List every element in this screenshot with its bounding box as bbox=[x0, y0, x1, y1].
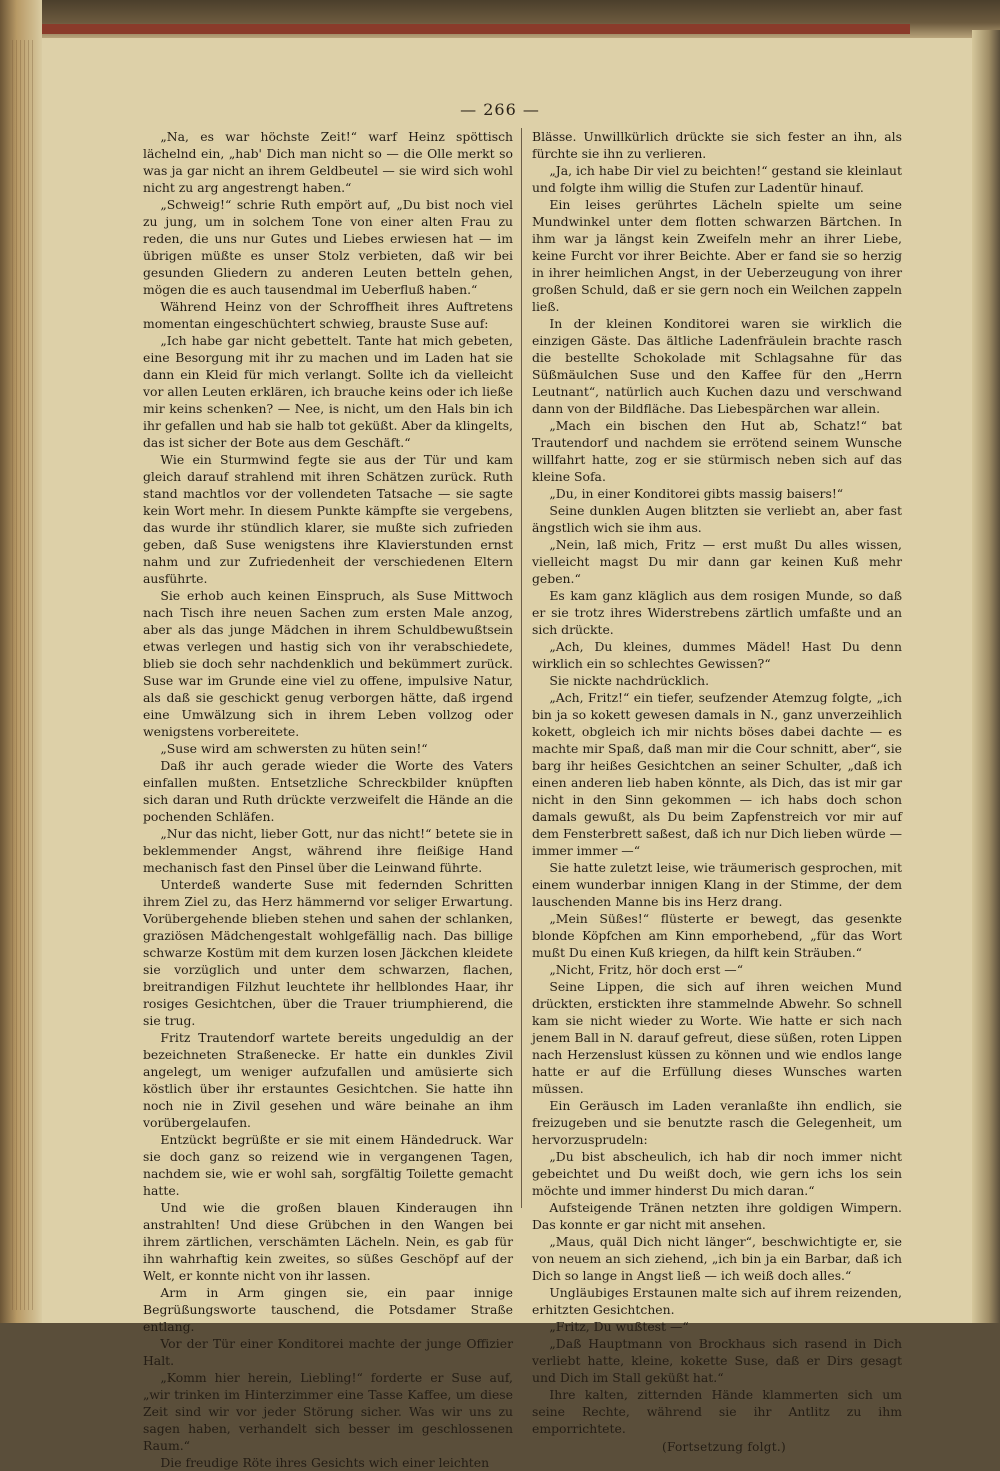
column-divider bbox=[521, 128, 522, 1208]
paragraph: Ein leises gerührtes Lächeln spielte um seine Mundwinkel unter dem flotten schwarzen Bärtchen. In ihm war ja längst kein Zweifeln mehr an ihrer Liebe, keine Furcht vor ihrer Beichte. Aber er fand sie so herzig in ihrer heimlichen Angst, in der Ueberzeugung von ihrer großen Schuld, daß er sie gern noch ein Weilchen zappeln ließ. bbox=[532, 197, 902, 314]
paragraph: Während Heinz von der Schroffheit ihres Auftretens momentan eingeschüchtert schwieg, brauste Suse auf: bbox=[143, 299, 513, 331]
page-edges bbox=[12, 40, 34, 1310]
right-text-column bbox=[532, 128, 902, 1456]
left-text-column bbox=[143, 128, 513, 1471]
paragraph: Blässe. Unwillkürlich drückte sie sich fester an ihn, als fürchte sie ihn zu verlieren. bbox=[532, 129, 902, 161]
paragraph: Ein Geräusch im Laden veranlaßte ihn endlich, sie freizugeben und sie benutzte rasch die Gelegenheit, um hervorzusprudeln: bbox=[532, 1098, 902, 1147]
paragraph: „Komm hier herein, Liebling!“ forderte er Suse auf, „wir trinken im Hinterzimmer eine Tasse Kaffee, um diese Zeit sind wir vor jeder Störung sicher. Was wir uns zu sagen haben, verhandelt sich besser im geschlossenen Raum.“ bbox=[143, 1370, 513, 1453]
paragraph: „Schweig!“ schrie Ruth empört auf, „Du bist noch viel zu jung, um in solchem Tone von einer alten Frau zu reden, die uns nur Gutes und Liebes erwiesen hat — im übrigen müßte es unser Stolz verbieten, daß wir bei gesunden Gliedern zu anderen Leuten betteln gehen, mögen die es auch tausendmal im Ueberfluß haben.“ bbox=[143, 197, 513, 297]
page-top-binding bbox=[0, 0, 1000, 38]
paragraph: „Du bist abscheulich, ich hab dir noch immer nicht gebeichtet und Du weißt doch, wie gern ichs los sein möchte und immer hinderst Du mich daran.“ bbox=[532, 1149, 902, 1198]
paragraph: „Na, es war höchste Zeit!“ warf Heinz spöttisch lächelnd ein, „hab' Dich man nicht so — die Olle merkt so was ja gar nicht an ihrem Geldbeutel — sie wird sich wohl nicht zu arg angestrengt haben.“ bbox=[143, 129, 513, 195]
paragraph: Seine dunklen Augen blitzten sie verliebt an, aber fast ängstlich wich sie ihm aus. bbox=[532, 503, 902, 535]
paragraph: Und wie die großen blauen Kinderaugen ihn anstrahlten! Und diese Grübchen in den Wangen bei ihrem zärtlichen, verschämten Lächeln. Nein, es gab für ihn wahrhaftig kein zweites, so süßes Geschöpf auf der Welt, er konnte nicht von ihr lassen. bbox=[143, 1200, 513, 1283]
paragraph: Ungläubiges Erstaunen malte sich auf ihrem reizenden, erhitzten Gesichtchen. bbox=[532, 1285, 902, 1317]
continuation-note: (Fortsetzung folgt.) bbox=[662, 1440, 786, 1454]
paragraph: „Ich habe gar nicht gebettelt. Tante hat mich gebeten, eine Besorgung mit ihr zu machen und im Laden hat sie dann ein Kleid für mich verlangt. Sollte ich da vielleicht vor allen Leuten erklären, ich brauche keins oder ich ließe mir keins schenken? — Nee, is nicht, um den Hals bin ich ihr gefallen und hab sie halb tot geküßt. Aber da klingelts, das ist sicher der Bote aus dem Geschäft.“ bbox=[143, 333, 513, 450]
paragraph: „Mach ein bischen den Hut ab, Schatz!“ bat Trautendorf und nachdem sie errötend seinem Wunsche willfahrt hatte, zog er sie stürmisch neben sich auf das kleine Sofa. bbox=[532, 418, 902, 484]
paragraph: „Mein Süßes!“ flüsterte er bewegt, das gesenkte blonde Köpfchen am Kinn emporhebend, „für das Wort mußt Du einen Kuß kriegen, da hilft kein Sträuben.“ bbox=[532, 911, 902, 960]
paragraph: „Ach, Du kleines, dummes Mädel! Hast Du denn wirklich ein so schlechtes Gewissen?“ bbox=[532, 639, 902, 671]
book-gutter bbox=[0, 0, 42, 1323]
paragraph: Wie ein Sturmwind fegte sie aus der Tür und kam gleich darauf strahlend mit ihren Schätzen zurück. Ruth stand machtlos vor der vollendeten Tatsache — sie sagte kein Wort mehr. In diesem Punkte kämpfte sie vergebens, das wurde ihr stündlich klarer, sie mußte sich zufrieden geben, daß Suse wenigstens ihre Klavierstunden ernst nahm und zur Zufriedenheit der verschiedenen Eltern ausführte. bbox=[143, 452, 513, 586]
paragraph: „Maus, quäl Dich nicht länger“, beschwichtigte er, sie von neuem an sich ziehend, „ich bin ja ein Barbar, daß ich Dich so lange in Angst ließ — ich weiß doch alles.“ bbox=[532, 1234, 902, 1283]
paragraph: „Nein, laß mich, Fritz — erst mußt Du alles wissen, vielleicht magst Du mir dann gar keinen Kuß mehr geben.“ bbox=[532, 537, 902, 586]
paragraph: Es kam ganz kläglich aus dem rosigen Munde, so daß er sie trotz ihres Widerstrebens zärtlich umfaßte und an sich drückte. bbox=[532, 588, 902, 637]
paragraph: „Ach, Fritz!“ ein tiefer, seufzender Atemzug folgte, „ich bin ja so kokett gewesen damals in N., ganz unverzeihlich kokett, obgleich ich mir nichts böses dabei dachte — es machte mir Spaß, daß man mir die Cour schnitt, aber“, sie barg ihr heißes Gesichtchen an seiner Schulter, „daß ich einen anderen lieb haben könnte, als Dich, das ist mir gar nicht in den Sinn gekommen — ich habs doch schon damals gewußt, als Du beim Zapfenstreich vor mir auf dem Fensterbrett saßest, daß ich nur Dich lieben würde — immer immer —“ bbox=[532, 690, 902, 858]
paragraph: „Ja, ich habe Dir viel zu beichten!“ gestand sie kleinlaut und folgte ihm willig die Stufen zur Ladentür hinauf. bbox=[532, 163, 902, 195]
paragraph: Sie erhob auch keinen Einspruch, als Suse Mittwoch nach Tisch ihre neuen Sachen zum ersten Male anzog, aber als das junge Mädchen in ihrem Schuldbewußtsein etwas verlegen und hastig sich von ihr verabschiedete, blieb sie doch sehr nachdenklich und bekümmert zurück. Suse war im Grunde eine viel zu offene, impulsive Natur, als daß sie geschickt genug verborgen hätte, daß irgend eine Umwälzung sich in ihrem Leben vollzog oder wenigstens vorbereitete. bbox=[143, 588, 513, 739]
paragraph: Daß ihr auch gerade wieder die Worte des Vaters einfallen mußten. Entsetzliche Schreckbilder knüpften sich daran und Ruth drückte verzweifelt die Hände an die pochenden Schläfen. bbox=[143, 758, 513, 824]
paragraph: „Nicht, Fritz, hör doch erst —“ bbox=[549, 962, 744, 977]
paragraph: Entzückt begrüßte er sie mit einem Händedruck. War sie doch ganz so reizend wie in vergangenen Tagen, nachdem sie, wie er wohl sah, sorgfältig Toilette gemacht hatte. bbox=[143, 1132, 513, 1198]
paragraph: Aufsteigende Tränen netzten ihre goldigen Wimpern. Das konnte er gar nicht mit ansehen. bbox=[532, 1200, 902, 1232]
paragraph: „Suse wird am schwersten zu hüten sein!“ bbox=[160, 741, 428, 756]
paragraph: Arm in Arm gingen sie, ein paar innige Begrüßungsworte tauschend, die Potsdamer Straße entlang. bbox=[143, 1285, 513, 1334]
red-edge-strip bbox=[40, 24, 910, 34]
paragraph: Unterdeß wanderte Suse mit federnden Schritten ihrem Ziel zu, das Herz hämmernd vor seliger Erwartung. Vorübergehende blieben stehen und sahen der schlanken, graziösen Mädchengestalt wohlgefällig nach. Das billige schwarze Kostüm mit dem kurzen losen Jäckchen kleidete sie vorzüglich und unter dem schwarzen, flachen, breitrandigen Filzhut leuchtete ihr hellblondes Haar, ihr rosiges Gesichtchen, über die Trauer triumphierend, die sie trug. bbox=[143, 877, 513, 1028]
page-right-edge bbox=[972, 30, 1000, 1323]
paragraph: Vor der Tür einer Konditorei machte der junge Offizier Halt. bbox=[143, 1336, 513, 1368]
paragraph: Sie nickte nachdrücklich. bbox=[549, 673, 710, 688]
paragraph: Fritz Trautendorf wartete bereits ungeduldig an der bezeichneten Straßenecke. Er hatte ein dunkles Zivil angelegt, um weniger aufzufallen und amüsierte sich köstlich über ihr erstauntes Gesichtchen. Sie hatte ihn noch nie in Zivil gesehen und wäre beinahe an ihm vorübergelaufen. bbox=[143, 1030, 513, 1130]
paragraph: Ihre kalten, zitternden Hände klammerten sich um seine Rechte, während sie ihr Antlitz zu ihm emporrichtete. bbox=[532, 1387, 902, 1436]
paragraph: In der kleinen Konditorei waren sie wirklich die einzigen Gäste. Das ältliche Ladenfräulein brachte rasch die bestellte Schokolade mit Schlagsahne für das Süßmäulchen Suse und den Kaffee für den „Herrn Leutnant“, natürlich auch Kuchen dazu und verschwand dann von der Bildfläche. Das Liebespärchen war allein. bbox=[532, 316, 902, 416]
paragraph: Die freudige Röte ihres Gesichts wich einer leichten bbox=[160, 1455, 490, 1470]
paragraph: „Daß Hauptmann von Brockhaus sich rasend in Dich verliebt hatte, kleine, kokette Suse, daß er Dirs gesagt und Dich im Stall geküßt hat.“ bbox=[532, 1336, 902, 1385]
paragraph: Seine Lippen, die sich auf ihren weichen Mund drückten, erstickten ihre stammelnde Abwehr. So schnell kam sie nicht wieder zu Worte. Wie hatte er sich nach jenem Ball in N. darauf gefreut, diese süßen, roten Lippen nach Herzenslust küssen zu können und wie endlos lange hatte er auf die Erfüllung dieses Wunsches warten müssen. bbox=[532, 979, 902, 1096]
paragraph: „Fritz, Du wußtest —“ bbox=[549, 1319, 689, 1334]
paragraph: „Nur das nicht, lieber Gott, nur das nicht!“ betete sie in beklemmender Angst, während ihre fleißige Hand mechanisch fast den Pinsel über die Leinwand führte. bbox=[143, 826, 513, 875]
paragraph: „Du, in einer Konditorei gibts massig baisers!“ bbox=[549, 486, 844, 501]
page-number: — 266 — bbox=[460, 100, 540, 119]
paragraph: Sie hatte zuletzt leise, wie träumerisch gesprochen, mit einem wunderbar innigen Klang in der Stimme, der dem lauschenden Manne bis ins Herz drang. bbox=[532, 860, 902, 909]
